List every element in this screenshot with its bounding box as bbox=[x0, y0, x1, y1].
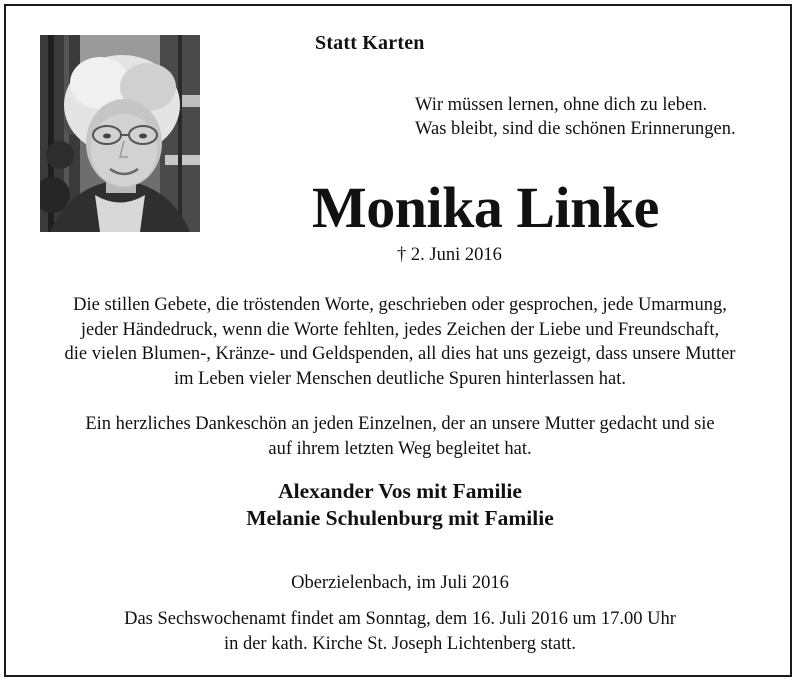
paragraph-line: Die stillen Gebete, die tröstenden Worte, geschrieben oder gesprochen, jede Umarmung, bbox=[73, 295, 727, 315]
thanks-paragraph bbox=[0, 293, 800, 391]
signer-name: Melanie Schulenburg mit Familie bbox=[246, 506, 554, 530]
signer-name: Alexander Vos mit Familie bbox=[278, 479, 522, 503]
place-date-text: Oberzielenbach, im Juli 2016 bbox=[291, 573, 509, 593]
memorial-quote bbox=[415, 93, 736, 141]
service-line: Das Sechswochenamt findet am Sonntag, dem 16. Juli 2016 um 17.00 Uhr bbox=[124, 609, 676, 629]
service-line: in der kath. Kirche St. Joseph Lichtenberg statt. bbox=[223, 633, 577, 654]
service-notice bbox=[0, 607, 800, 656]
portrait-photo bbox=[40, 35, 200, 232]
paragraph-line: im Leben vieler Menschen deutliche Spuren hinterlassen hat. bbox=[173, 368, 627, 389]
quote-line: Was bleibt, sind die schönen Erinnerungen. bbox=[415, 119, 736, 139]
signers-block bbox=[0, 478, 800, 532]
portrait-image bbox=[40, 35, 200, 232]
quote-line: Wir müssen lernen, ohne dich zu leben. bbox=[415, 95, 708, 115]
paragraph-line: jeder Händedruck, wenn die Worte fehlten, jedes Zeichen der Liebe und Freundschaft, bbox=[80, 319, 720, 340]
deceased-name: Monika Linke bbox=[312, 175, 659, 240]
death-date: † 2. Juni 2016 bbox=[397, 245, 502, 265]
header-statt-karten: Statt Karten bbox=[315, 32, 425, 54]
place-date bbox=[0, 571, 800, 596]
paragraph-line: die vielen Blumen-, Kränze- und Geldspenden, all dies hat uns gezeigt, dass unsere Mutter bbox=[64, 344, 736, 364]
paragraph-line: Ein herzliches Dankeschön an jeden Einzelnen, der an unsere Mutter gedacht und sie bbox=[85, 414, 715, 434]
gratitude-paragraph bbox=[0, 412, 800, 461]
paragraph-line: auf ihrem letzten Weg begleitet hat. bbox=[268, 438, 532, 459]
